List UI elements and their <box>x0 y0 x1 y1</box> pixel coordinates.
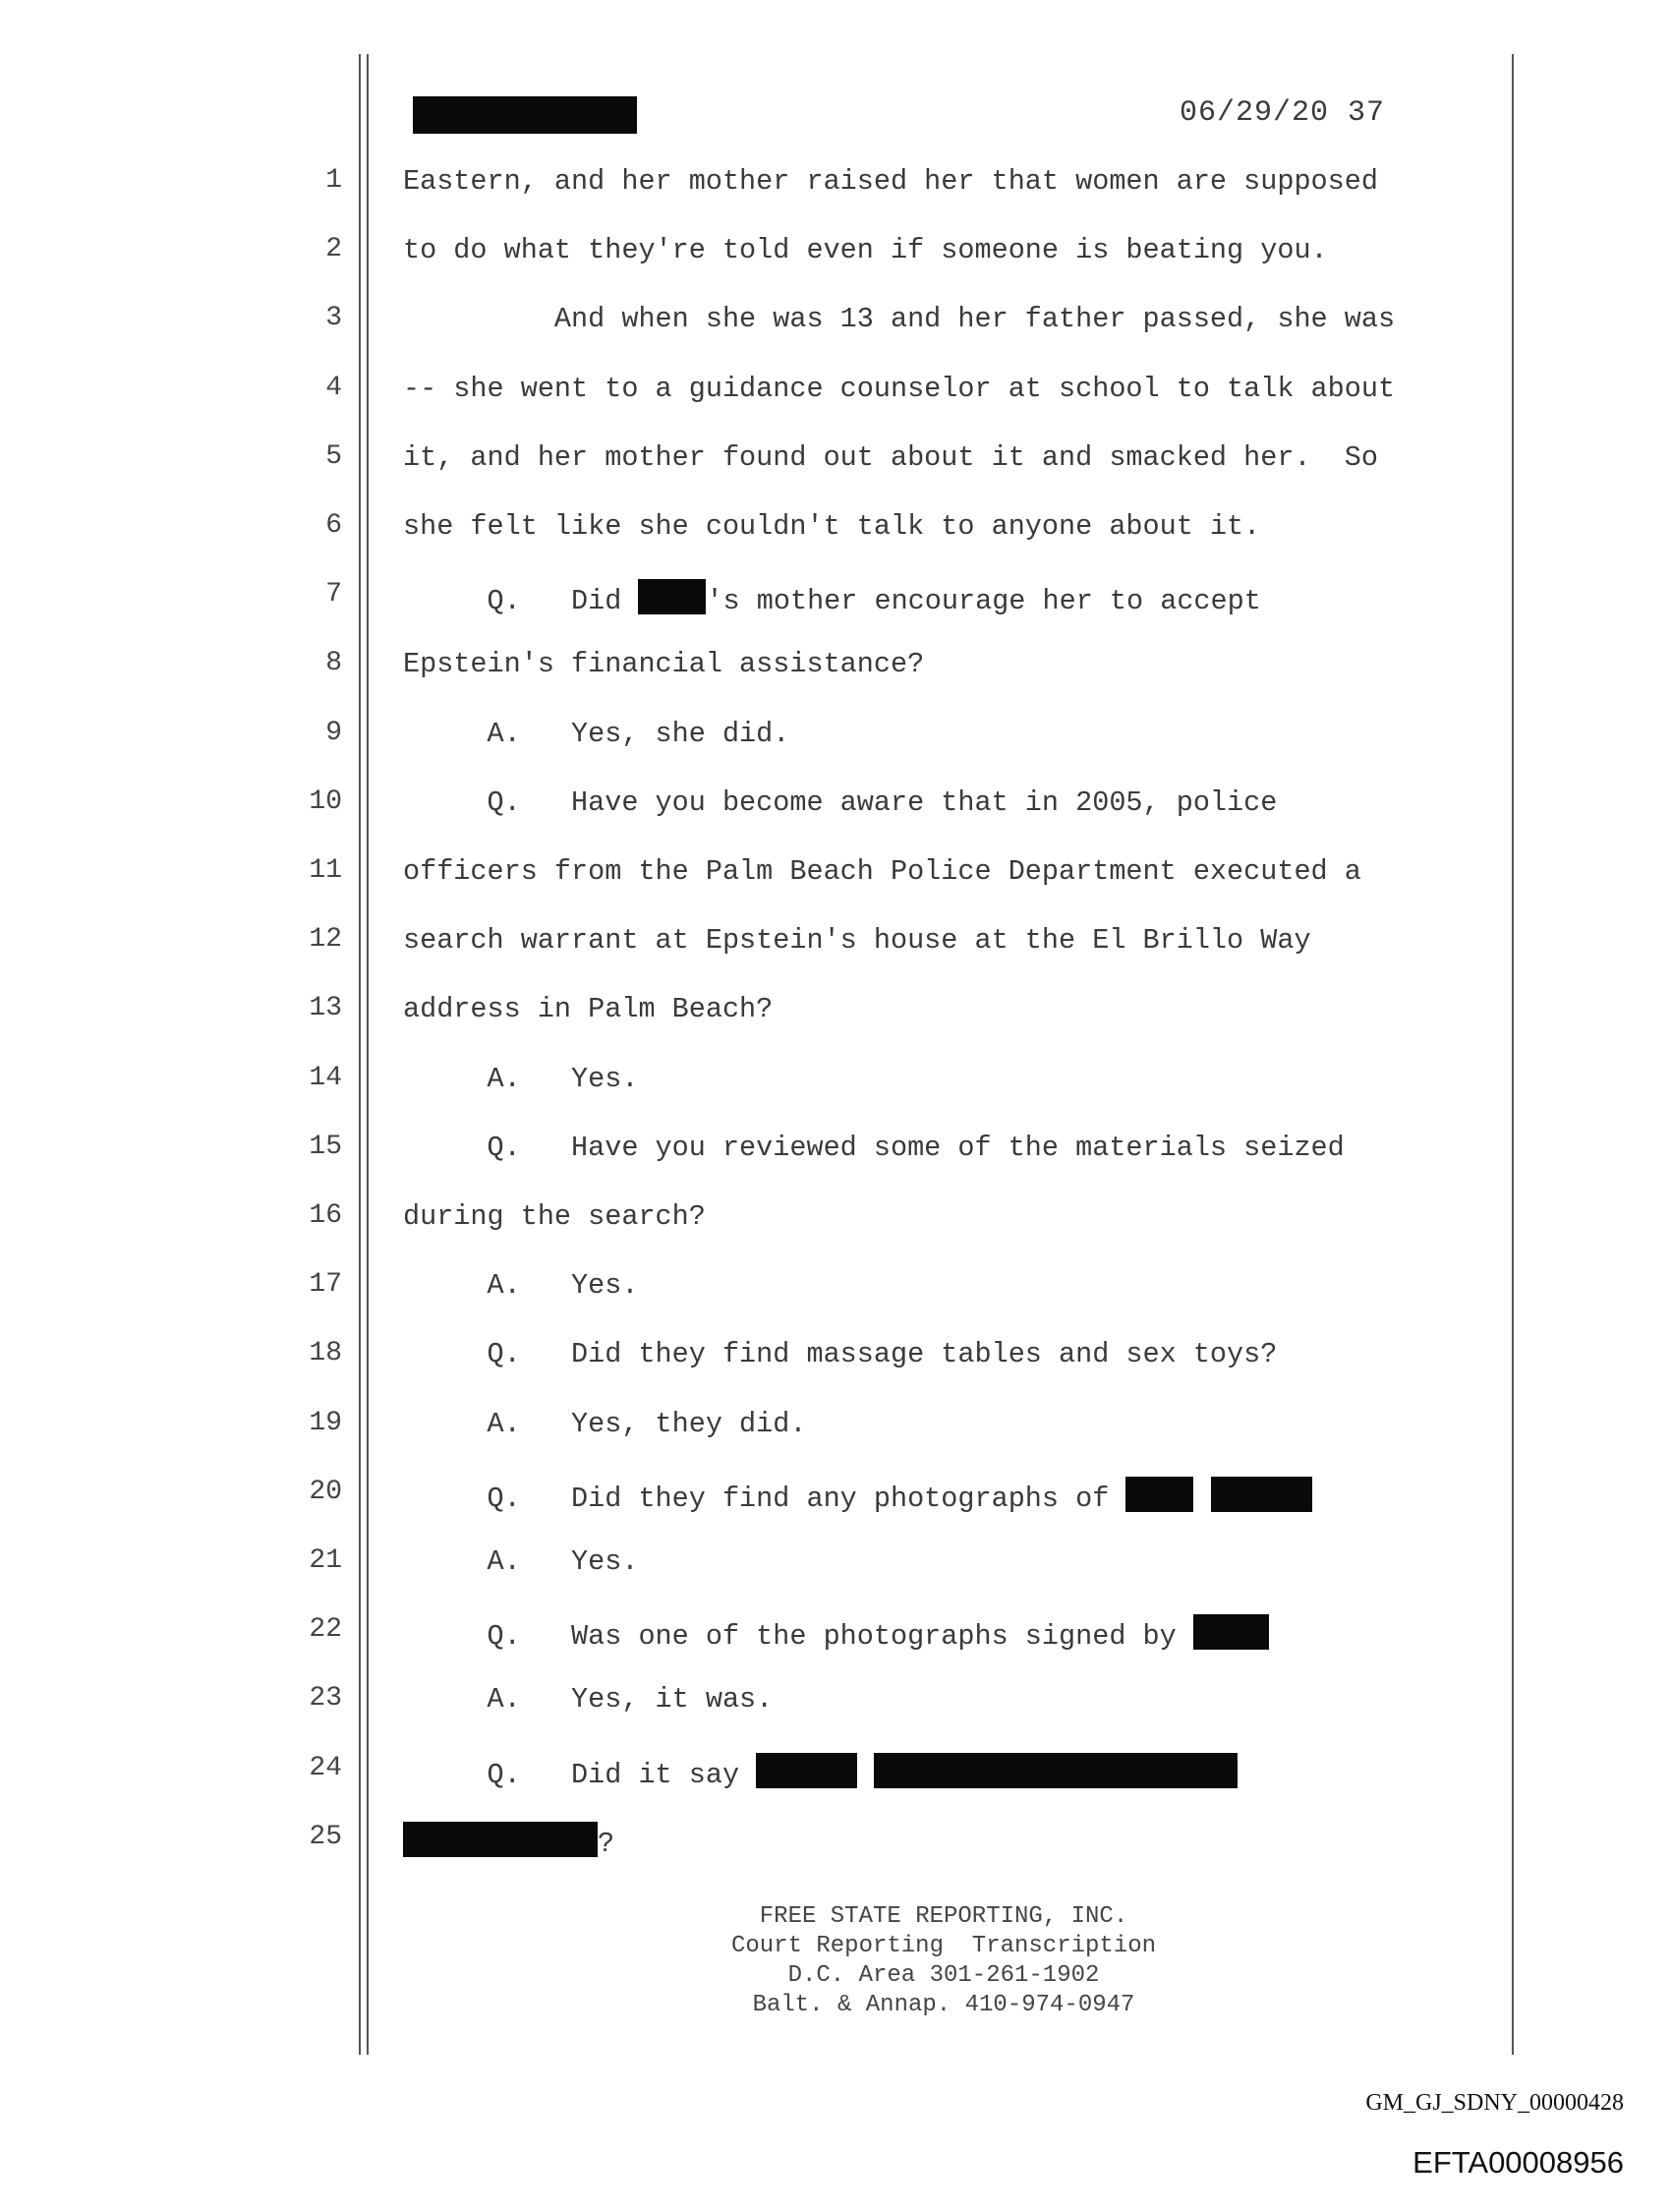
transcript-text <box>857 1759 874 1791</box>
transcript-text: during the search? <box>403 1200 706 1233</box>
header-redaction <box>413 96 637 134</box>
redaction-box <box>1211 1477 1312 1512</box>
transcript-line <box>403 579 1261 617</box>
line-number: 21 <box>309 1545 342 1576</box>
transcript-line <box>403 165 1378 198</box>
left-margin-rule-outer <box>359 54 361 2055</box>
transcript-line <box>403 303 1395 335</box>
transcript-text <box>1193 1483 1210 1515</box>
left-margin-rule-inner <box>367 54 369 2055</box>
transcript-text: A. Yes, they did. <box>403 1407 807 1440</box>
reporter-footer <box>570 1902 1317 2020</box>
transcript-text: address in Palm Beach? <box>403 993 774 1026</box>
transcript-text: Q. Have you reviewed some of the materials seized <box>403 1131 1345 1164</box>
line-number: 8 <box>325 648 342 679</box>
footer-balt-phone: Balt. & Annap. 410-974-0947 <box>752 1992 1135 2018</box>
transcript-text: officers from the Palm Beach Police Department executed a <box>403 855 1361 888</box>
transcript-text: she felt like she couldn't talk to anyone about it. <box>403 510 1261 543</box>
transcript-line <box>403 1132 1345 1164</box>
line-number: 17 <box>309 1269 342 1301</box>
line-number: 13 <box>309 993 342 1024</box>
redaction-box <box>756 1753 857 1788</box>
line-number: 2 <box>325 234 342 265</box>
line-number: 22 <box>309 1614 342 1646</box>
transcript-line <box>403 1063 638 1095</box>
transcript-line <box>403 786 1277 819</box>
transcript-text: Q. Did they find any photographs of <box>403 1482 1126 1515</box>
transcript-line <box>403 1408 806 1440</box>
transcript-text: Eastern, and her mother raised her that women are supposed <box>403 165 1378 198</box>
transcript-line <box>403 855 1361 888</box>
efta-id: EFTA00008956 <box>1412 2145 1624 2180</box>
line-number: 12 <box>309 924 342 956</box>
transcript-line <box>403 510 1260 543</box>
transcript-line <box>403 993 773 1025</box>
transcript-line <box>403 1269 638 1302</box>
transcript-text: A. Yes, she did. <box>403 717 790 750</box>
transcript-text: Q. Have you become aware that in 2005, police <box>403 786 1278 819</box>
footer-company: FREE STATE REPORTING, INC. <box>759 1903 1128 1930</box>
line-number: 3 <box>325 303 342 334</box>
line-number: 15 <box>309 1131 342 1162</box>
transcript-text: -- she went to a guidance counselor at school to talk about <box>403 372 1396 405</box>
transcript-text: 's mother encourage her to accept <box>706 585 1261 618</box>
line-number: 7 <box>325 579 342 611</box>
line-number: 16 <box>309 1200 342 1231</box>
line-number: 25 <box>309 1821 342 1852</box>
transcript-line <box>403 1200 706 1233</box>
transcript-line <box>403 924 1311 957</box>
line-number: 1 <box>325 165 342 196</box>
redaction-box <box>1125 1477 1193 1512</box>
line-number: 18 <box>309 1338 342 1369</box>
bates-document-id: GM_GJ_SDNY_00000428 <box>1365 2090 1624 2116</box>
transcript-line <box>403 441 1378 474</box>
transcript-line <box>403 1477 1312 1515</box>
transcript-text: Q. Did they find massage tables and sex toys? <box>403 1338 1278 1371</box>
transcript-text: Q. Did <box>403 585 639 618</box>
line-number: 4 <box>325 372 342 403</box>
footer-services: Court Reporting Transcription <box>730 1933 1157 1959</box>
line-number: 20 <box>309 1476 342 1507</box>
line-number: 11 <box>309 855 342 886</box>
line-number: 23 <box>309 1683 342 1715</box>
transcript-text: ? <box>598 1827 615 1860</box>
redaction-box <box>1193 1614 1269 1650</box>
right-margin-rule <box>1512 54 1514 2055</box>
redaction-box <box>403 1822 598 1857</box>
footer-dc-phone: D.C. Area 301-261-1902 <box>787 1962 1100 1989</box>
transcript-line <box>403 1614 1269 1653</box>
transcript-line <box>403 718 789 750</box>
transcript-text: Q. Did it say <box>403 1758 757 1791</box>
redaction-box <box>638 579 706 614</box>
transcript-line <box>403 648 924 680</box>
redaction-box <box>874 1753 1238 1788</box>
transcript-text: Epstein's financial assistance? <box>403 648 925 681</box>
line-number: 9 <box>325 717 342 748</box>
transcript-text: A. Yes. <box>403 1545 639 1578</box>
transcript-text: to do what they're told even if someone is beating you. <box>403 234 1328 267</box>
transcript-line <box>403 1753 1238 1791</box>
transcript-line <box>403 1683 773 1716</box>
transcript-text: A. Yes. <box>403 1062 639 1095</box>
line-number: 5 <box>325 440 342 472</box>
transcript-text: And when she was 13 and her father passed, she was <box>403 303 1396 336</box>
transcript-line <box>403 1338 1277 1370</box>
transcript-text: A. Yes, it was. <box>403 1683 774 1717</box>
transcript-line <box>403 373 1395 405</box>
line-number: 24 <box>309 1752 342 1783</box>
transcript-text: A. Yes. <box>403 1269 639 1303</box>
transcript-line <box>403 234 1328 266</box>
line-number: 19 <box>309 1407 342 1438</box>
transcript-text: Q. Was one of the photographs signed by <box>403 1620 1193 1654</box>
line-number: 10 <box>309 786 342 817</box>
transcript-line <box>403 1822 614 1860</box>
transcript-text: search warrant at Epstein's house at the El Brillo Way <box>403 924 1311 958</box>
transcript-text: it, and her mother found out about it and smacked her. So <box>403 440 1378 474</box>
header-date-page: 06/29/20 37 <box>1180 96 1386 130</box>
transcript-line <box>403 1545 638 1578</box>
line-number: 6 <box>325 510 342 541</box>
line-number: 14 <box>309 1062 342 1093</box>
